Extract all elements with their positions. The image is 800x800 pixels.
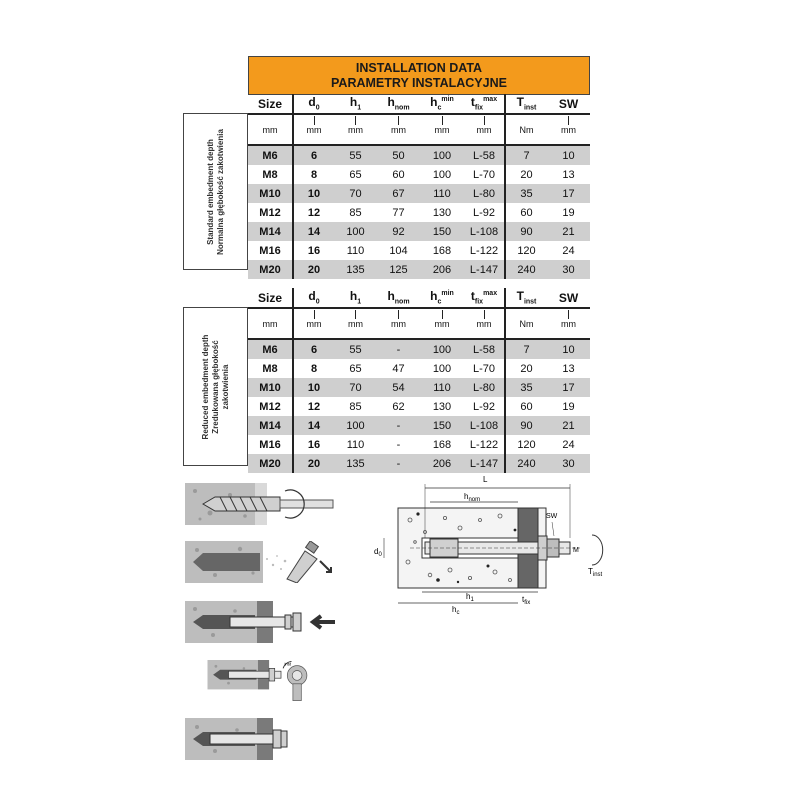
col-hnom: $h_{nom}$ (377, 288, 420, 308)
table-cell: 14 (293, 222, 334, 241)
table-cell: 19 (547, 203, 590, 222)
reduced-side-label (183, 307, 248, 466)
table-cell: 62 (377, 397, 420, 416)
table-row (248, 359, 590, 378)
table-cell: 6 (293, 145, 334, 165)
table-cell: 130 (420, 397, 464, 416)
table-cell: 168 (420, 241, 464, 260)
table-cell: 110 (334, 241, 377, 260)
anchor-dimension-diagram (370, 470, 620, 620)
table-cell: 20 (293, 260, 334, 279)
table-cell: 24 (547, 241, 590, 260)
table-cell: 13 (547, 359, 590, 378)
label-d0: $d_0$ (374, 547, 382, 558)
title-pl: PARAMETRY INSTALACYJNE (331, 76, 507, 90)
step-done-illustration (185, 718, 335, 760)
col-h1: $h_1$ (334, 94, 377, 114)
col-sw: SW (547, 288, 590, 308)
table-cell: 12 (293, 397, 334, 416)
col-tinst: $T_{inst}$ (505, 94, 547, 114)
table-cell: 21 (547, 222, 590, 241)
col-tinst: $T_{inst}$ (505, 288, 547, 308)
table-cell: - (377, 339, 420, 359)
table-cell: 17 (547, 184, 590, 203)
col-sw: SW (547, 94, 590, 114)
table-row (248, 203, 590, 222)
col-hnom: $h_{nom}$ (377, 94, 420, 114)
unit-cell: mm (464, 114, 505, 145)
table-cell: 100 (420, 359, 464, 378)
table-cell: 55 (334, 145, 377, 165)
table-cell: L-108 (464, 416, 505, 435)
table-cell: 7 (505, 145, 547, 165)
table-cell: 20 (293, 454, 334, 473)
table-cell: 240 (505, 260, 547, 279)
table-cell: - (377, 454, 420, 473)
unit-cell: mm (547, 308, 590, 339)
table-cell: 14 (293, 416, 334, 435)
table-cell: 10 (293, 184, 334, 203)
table-cell: 47 (377, 359, 420, 378)
table-cell: 70 (334, 378, 377, 397)
step-tighten-illustration (185, 660, 335, 702)
table-cell: 77 (377, 203, 420, 222)
table-cell: 85 (334, 397, 377, 416)
table-cell: 110 (420, 184, 464, 203)
table-cell: M20 (248, 454, 293, 473)
table-row (248, 397, 590, 416)
col-hc: $h_c^{min}$ (420, 94, 464, 114)
table-cell: 50 (377, 145, 420, 165)
table-cell: L-58 (464, 339, 505, 359)
label-hnom: $h_{nom}$ (464, 492, 481, 503)
table-cell: 16 (293, 435, 334, 454)
table-cell: M20 (248, 260, 293, 279)
table-cell: L-70 (464, 359, 505, 378)
table-cell: 20 (505, 359, 547, 378)
table-cell: M6 (248, 339, 293, 359)
label-tinst: $T_{inst}$ (588, 567, 603, 578)
table-cell: - (377, 416, 420, 435)
table-row (248, 339, 590, 359)
table-cell: 21 (547, 416, 590, 435)
table-row (248, 378, 590, 397)
unit-cell: mm (420, 308, 464, 339)
table-cell: 100 (420, 165, 464, 184)
col-hc: $h_c^{min}$ (420, 288, 464, 308)
title-en: INSTALLATION DATA (355, 61, 483, 75)
table-cell: L-70 (464, 165, 505, 184)
reduced-label-pl1: Zredukowana głębokość (210, 339, 220, 434)
table-cell: M12 (248, 203, 293, 222)
unit-cell: Nm (505, 114, 547, 145)
table-cell: M8 (248, 359, 293, 378)
table-cell: L-80 (464, 378, 505, 397)
unit-cell: mm (334, 308, 377, 339)
table-cell: 104 (377, 241, 420, 260)
table-cell: L-92 (464, 397, 505, 416)
unit-cell: mm (248, 308, 293, 339)
step4-inst-label: inst (284, 661, 292, 667)
table-row (248, 184, 590, 203)
unit-cell: mm (377, 114, 420, 145)
table-cell: 7 (505, 339, 547, 359)
table-cell: M12 (248, 397, 293, 416)
table-row (248, 416, 590, 435)
table-cell: 30 (547, 260, 590, 279)
table-cell: 206 (420, 260, 464, 279)
standard-label-en: Standard embedment depth (205, 138, 215, 245)
table-cell: 17 (547, 378, 590, 397)
table-cell: 10 (547, 339, 590, 359)
table-cell: 135 (334, 454, 377, 473)
table-cell: 100 (420, 339, 464, 359)
table-cell: 65 (334, 359, 377, 378)
table-cell: L-122 (464, 435, 505, 454)
col-tfix: $t_{fix}^{max}$ (464, 94, 505, 114)
table-cell: 10 (293, 378, 334, 397)
table-cell: 90 (505, 222, 547, 241)
table-cell: 168 (420, 435, 464, 454)
label-h1: $h_1$ (466, 592, 474, 603)
reduced-label-pl2: zakotwienia (220, 364, 230, 409)
table-row (248, 260, 590, 279)
unit-cell: Nm (505, 308, 547, 339)
label-sw: SW (546, 513, 558, 520)
table-cell: 150 (420, 222, 464, 241)
unit-cell: mm (334, 114, 377, 145)
table-cell: 55 (334, 339, 377, 359)
table-cell: 110 (420, 378, 464, 397)
table-cell: 100 (334, 222, 377, 241)
table-cell: 130 (420, 203, 464, 222)
table-cell: 90 (505, 416, 547, 435)
table-cell: 16 (293, 241, 334, 260)
reduced-table (248, 288, 590, 473)
label-M: M (573, 547, 579, 554)
label-hc: $h_c$ (452, 605, 460, 616)
table-cell: 19 (547, 397, 590, 416)
table-cell: 85 (334, 203, 377, 222)
table-cell: 30 (547, 454, 590, 473)
standard-side-label (183, 113, 248, 270)
table-cell: 60 (505, 397, 547, 416)
table-cell: 35 (505, 184, 547, 203)
table-cell: L-147 (464, 454, 505, 473)
table-cell: 125 (377, 260, 420, 279)
table-cell: 110 (334, 435, 377, 454)
table-row (248, 222, 590, 241)
table-cell: 70 (334, 184, 377, 203)
table-cell: 65 (334, 165, 377, 184)
table-cell: 54 (377, 378, 420, 397)
table-cell: L-80 (464, 184, 505, 203)
unit-cell: mm (293, 114, 334, 145)
table-cell: M16 (248, 241, 293, 260)
table-cell: 100 (420, 145, 464, 165)
col-size: Size (248, 94, 293, 114)
table-cell: 67 (377, 184, 420, 203)
step-insert-illustration (185, 601, 335, 643)
col-d0: $d_0$ (293, 94, 334, 114)
table-cell: 12 (293, 203, 334, 222)
table-row (248, 145, 590, 165)
standard-label-pl: Normalna głębokość zakotwienia (215, 128, 225, 255)
unit-cell: mm (293, 308, 334, 339)
table-cell: 120 (505, 241, 547, 260)
unit-cell: mm (377, 308, 420, 339)
installation-data-banner (248, 56, 590, 95)
table-cell: 60 (377, 165, 420, 184)
table-cell: 24 (547, 435, 590, 454)
unit-cell: mm (464, 308, 505, 339)
table-cell: L-122 (464, 241, 505, 260)
col-d0: $d_0$ (293, 288, 334, 308)
table-cell: 35 (505, 378, 547, 397)
label-tfix: $t_{fix}$ (522, 595, 531, 606)
table-cell: M10 (248, 378, 293, 397)
table-cell: 92 (377, 222, 420, 241)
table-cell: M10 (248, 184, 293, 203)
col-tfix: $t_{fix}^{max}$ (464, 288, 505, 308)
col-size: Size (248, 288, 293, 308)
table-cell: 10 (547, 145, 590, 165)
table-cell: 8 (293, 165, 334, 184)
table-cell: L-92 (464, 203, 505, 222)
reduced-label-en: Reduced embedment depth (200, 334, 210, 439)
table-cell: L-108 (464, 222, 505, 241)
table-row (248, 435, 590, 454)
table-cell: M14 (248, 416, 293, 435)
table-cell: M16 (248, 435, 293, 454)
unit-cell: mm (547, 114, 590, 145)
label-L: L (483, 475, 488, 484)
table-cell: 150 (420, 416, 464, 435)
table-cell: 13 (547, 165, 590, 184)
table-cell: M6 (248, 145, 293, 165)
table-cell: L-147 (464, 260, 505, 279)
table-cell: M8 (248, 165, 293, 184)
table-cell: 6 (293, 339, 334, 359)
table-cell: L-58 (464, 145, 505, 165)
table-cell: 8 (293, 359, 334, 378)
unit-cell: mm (420, 114, 464, 145)
table-cell: 60 (505, 203, 547, 222)
table-cell: 206 (420, 454, 464, 473)
standard-table (248, 94, 590, 279)
step-clean-illustration (185, 541, 335, 583)
table-cell: - (377, 435, 420, 454)
table-cell: 240 (505, 454, 547, 473)
col-h1: $h_1$ (334, 288, 377, 308)
table-cell: 20 (505, 165, 547, 184)
unit-cell: mm (248, 114, 293, 145)
table-cell: 100 (334, 416, 377, 435)
table-cell: M14 (248, 222, 293, 241)
step-drill-illustration (185, 483, 335, 525)
table-cell: 135 (334, 260, 377, 279)
table-row (248, 241, 590, 260)
table-row (248, 165, 590, 184)
table-cell: 120 (505, 435, 547, 454)
